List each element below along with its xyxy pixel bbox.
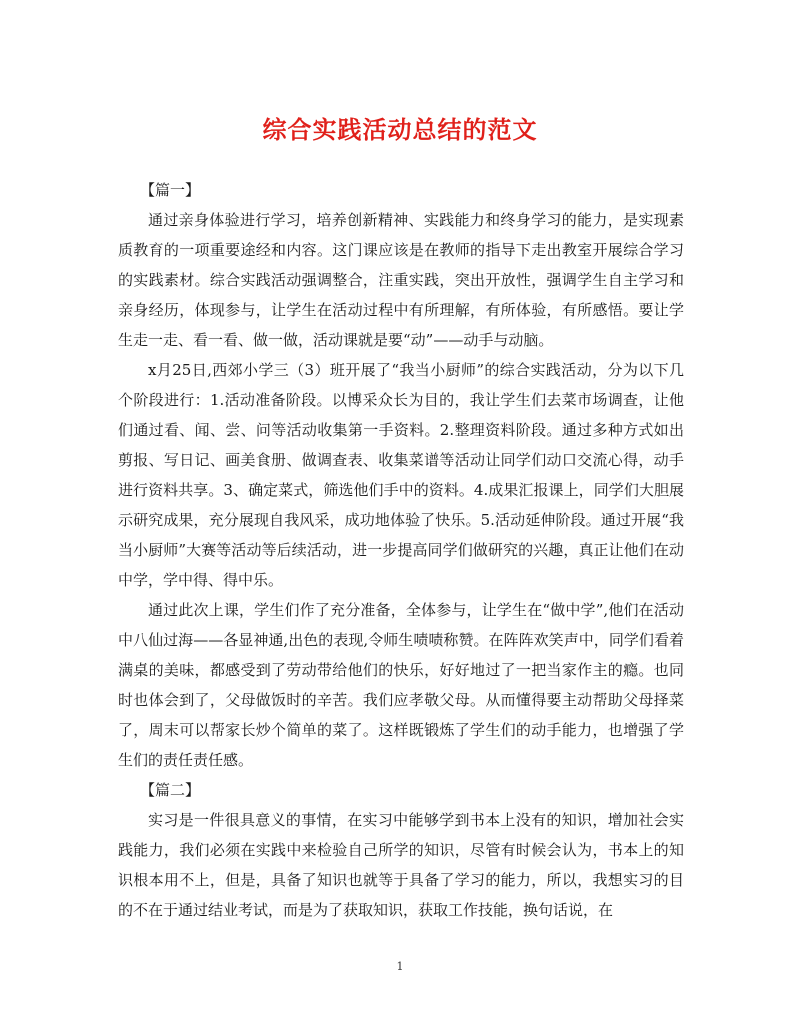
section-heading-2: 【篇二】 <box>140 781 201 799</box>
paragraph: 通过此次上课，学生们作了充分准备，全体参与，让学生在“做中学”,他们在活动中八仙过海——各显神通,出色的表现,令师生啧啧称赞。在阵阵欢笑声中，同学们看着满桌的美味，都感受到了劳动带给他们的快乐，好好地过了一把当家作主的瘾。也同时也体会到了，父母做饭时的辛苦。我们应孝敬父母。从而懂得要主动帮助父母择菜了，周末可以帮家长炒个简单的菜了。这样既锻炼了学生们的动手能力，也增强了学生们的责任责任感。 <box>118 601 684 769</box>
paragraph: x月25日,西郊小学三（3）班开展了“我当小厨师”的综合实践活动，分为以下几个阶段进行：1.活动准备阶段。以博采众长为目的，我让学生们去菜市场调查，让他们通过看、闻、尝、问等活动收集第一手资料。2.整理资料阶段。通过多种方式如出剪报、写日记、画美食册、做调查表、收集菜谱等活动让同学们动口交流心得，动手进行资料共享。3、确定菜式，筛选他们手中的资料。4.成果汇报课上，同学们大胆展示研究成果，充分展现自我风采，成功地体验了快乐。5.活动延伸阶段。通过开展“我当小厨师”大赛等活动等后续活动，进一步提高同学们做研究的兴趣，真正让他们在动中学，学中得、得中乐。 <box>118 361 684 589</box>
document-body <box>118 175 684 925</box>
paragraph: 实习是一件很具意义的事情，在实习中能够学到书本上没有的知识，增加社会实践能力，我们必须在实践中来检验自己所学的知识，尽管有时候会认为，书本上的知识根本用不上，但是，具备了知识也就等于具备了学习的能力，所以，我想实习的目的不在于通过结业考试，而是为了获取知识，获取工作技能，换句话说，在 <box>118 811 684 919</box>
section-heading-1: 【篇一】 <box>140 181 201 199</box>
document-title: 综合实践活动总结的范文 <box>262 115 538 144</box>
paragraph: 通过亲身体验进行学习，培养创新精神、实践能力和终身学习的能力，是实现素质教育的一项重要途经和内容。这门课应该是在教师的指导下走出教室开展综合学习的实践素材。综合实践活动强调整合，注重实践，突出开放性，强调学生自主学习和亲身经历，体现参与，让学生在活动过程中有所理解，有所体验，有所感悟。要让学生走一走、看一看、做一做，活动课就是要“动”——动手与动脑。 <box>118 211 684 349</box>
page-number: 1 <box>396 960 404 973</box>
